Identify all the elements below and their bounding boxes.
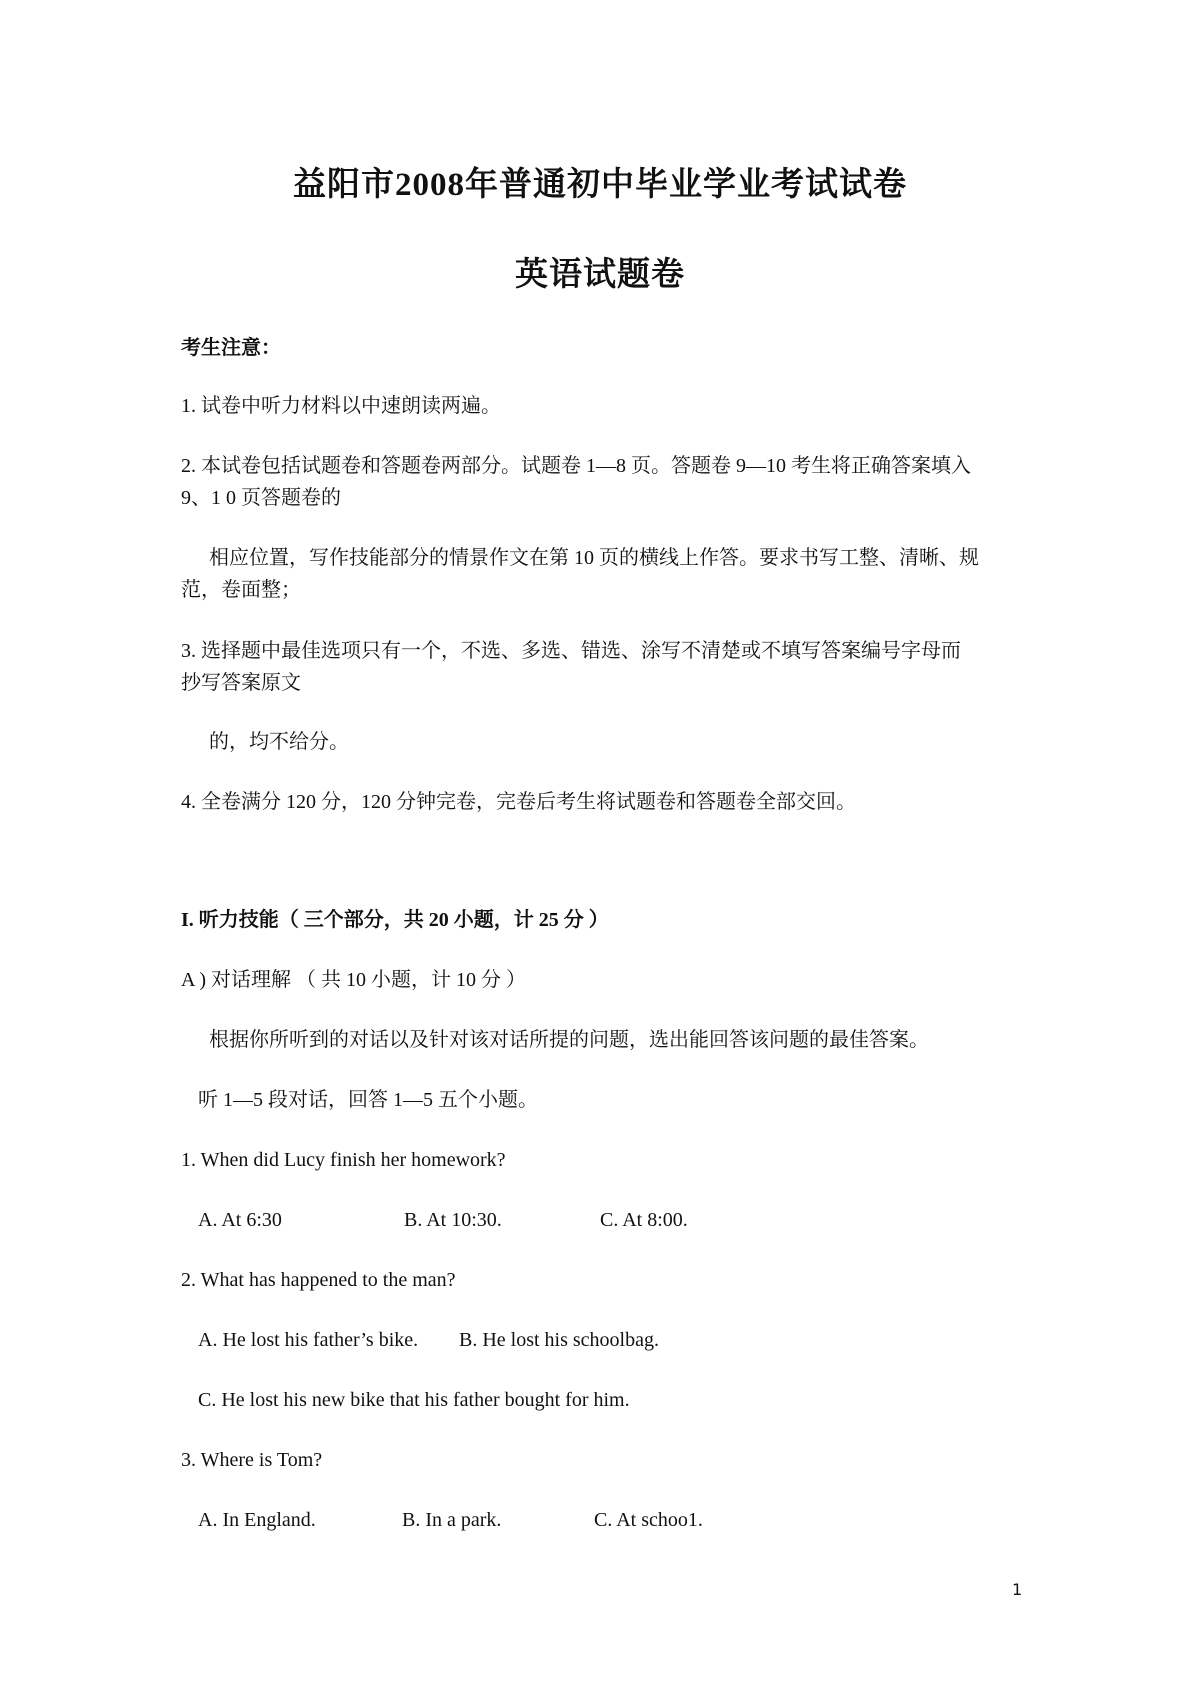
- notice-item-3-cont2: 的，均不给分。: [209, 731, 349, 753]
- part-a-heading: A ) 对话理解 （ 共 10 小题，计 10 分 ）: [181, 969, 526, 991]
- notice-item-3-cont: 抄写答案原文: [181, 672, 301, 694]
- question-2-option-a: A. He lost his father’s bike.: [198, 1329, 419, 1351]
- notice-item-2-cont: 9、1 0 页答题卷的: [181, 487, 341, 509]
- notice-item-2-cont2: 相应位置，写作技能部分的情景作文在第 10 页的横线上作答。要求书写工整、清晰、规: [209, 547, 979, 569]
- document-title: 益阳市2008年普通初中毕业学业考试试卷: [293, 167, 907, 203]
- question-1-option-c: C. At 8:00.: [600, 1209, 688, 1231]
- question-1: 1. When did Lucy finish her homework?: [181, 1149, 506, 1171]
- question-3-option-b: B. In a park.: [402, 1509, 502, 1531]
- question-1-option-b: B. At 10:30.: [404, 1209, 502, 1231]
- listen-instruction: 听 1—5 段对话，回答 1—5 五个小题。: [198, 1089, 538, 1111]
- question-2-option-c: C. He lost his new bike that his father bought for him.: [198, 1389, 630, 1411]
- notice-item-1: 1. 试卷中听力材料以中速朗读两遍。: [181, 395, 501, 417]
- notice-item-4: 4. 全卷满分 120 分，120 分钟完卷，完卷后考生将试题卷和答题卷全部交回。: [181, 791, 856, 813]
- question-1-option-a: A. At 6:30: [198, 1209, 282, 1231]
- notice-item-2: 2. 本试卷包括试题卷和答题卷两部分。试题卷 1—8 页。答题卷 9—10 考生将正确答案填入: [181, 455, 971, 477]
- question-2-option-b: B. He lost his schoolbag.: [459, 1329, 659, 1351]
- document-subtitle: 英语试题卷: [515, 257, 685, 293]
- notice-item-2-cont3: 范，卷面整；: [181, 579, 301, 601]
- page-number: 1: [1012, 1580, 1023, 1599]
- notice-heading: 考生注意：: [181, 337, 281, 359]
- notice-item-3: 3. 选择题中最佳选项只有一个，不选、多选、错选、涂写不清楚或不填写答案编号字母而: [181, 640, 961, 662]
- section-heading: I. 听力技能（ 三个部分，共 20 小题，计 25 分 ）: [181, 909, 609, 931]
- question-3: 3. Where is Tom?: [181, 1449, 323, 1471]
- part-a-instruction: 根据你所听到的对话以及针对该对话所提的问题，选出能回答该问题的最佳答案。: [209, 1029, 929, 1051]
- question-3-option-a: A. In England.: [198, 1509, 316, 1531]
- question-2: 2. What has happened to the man?: [181, 1269, 456, 1291]
- question-3-option-c: C. At schoo1.: [594, 1509, 703, 1531]
